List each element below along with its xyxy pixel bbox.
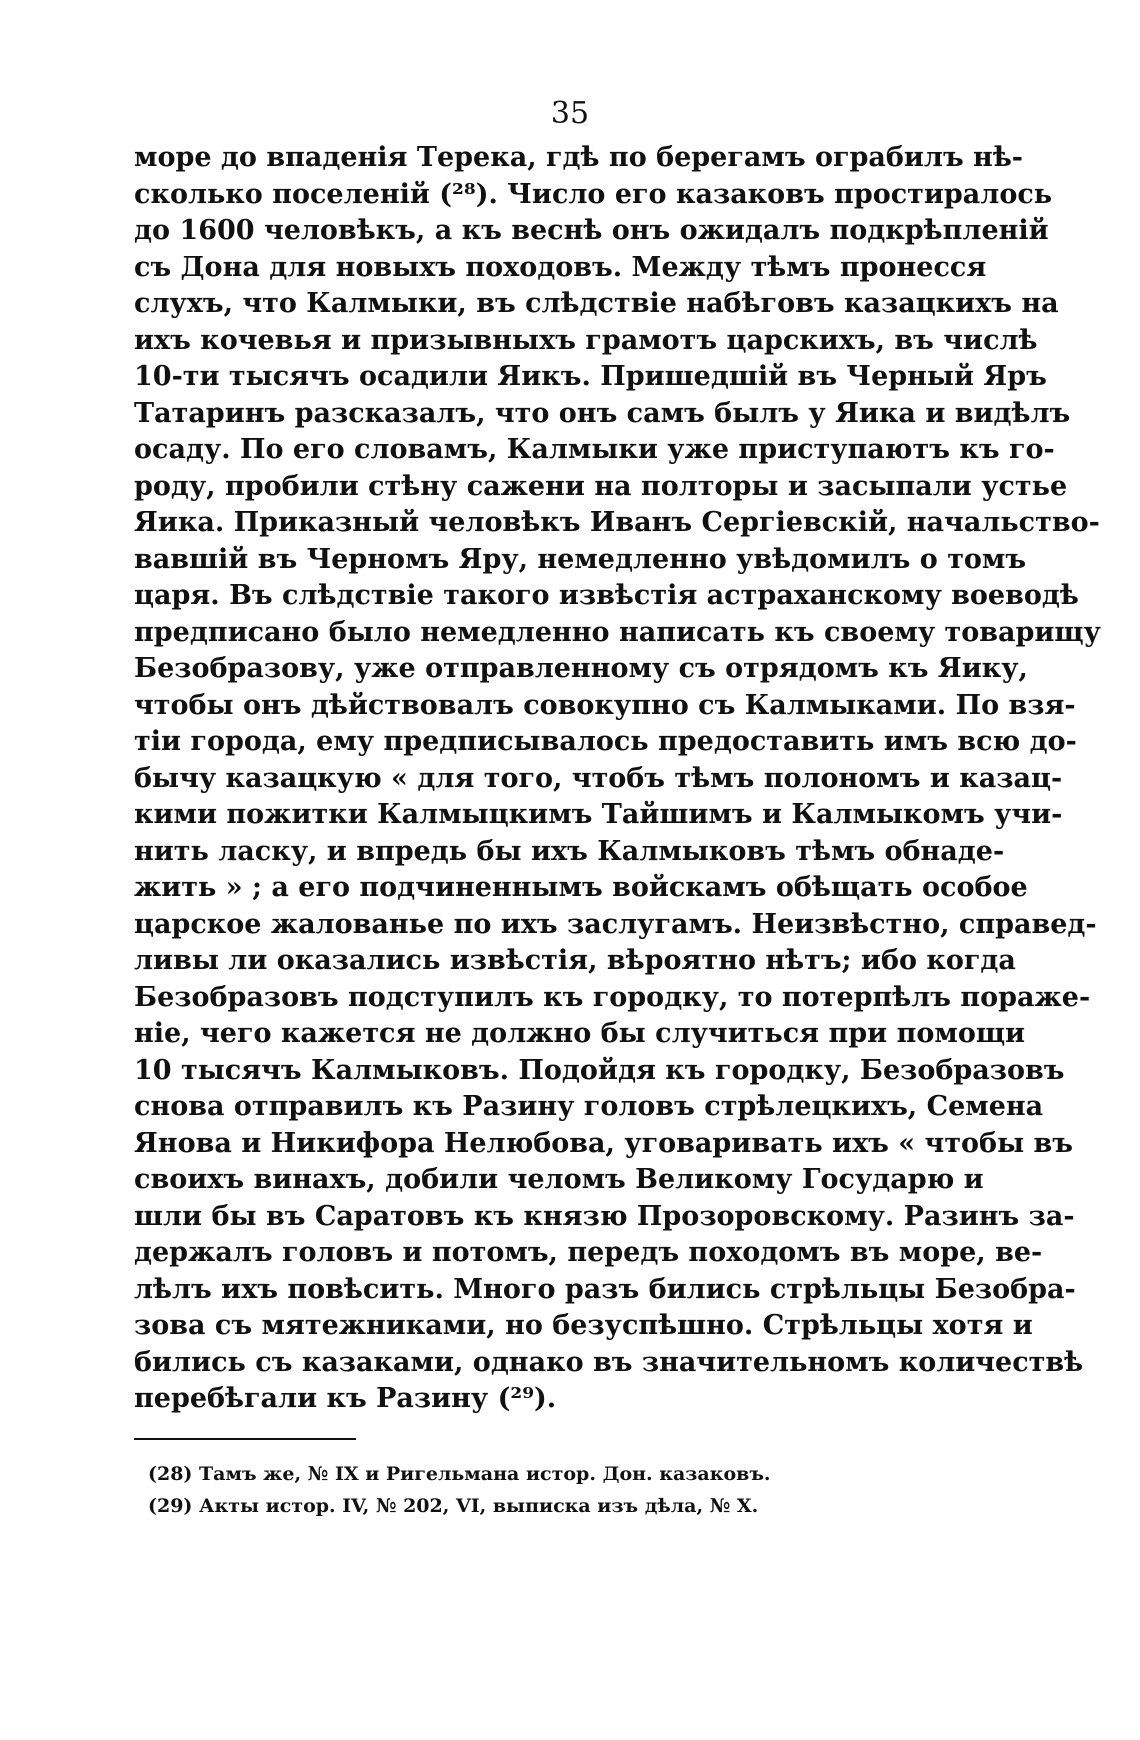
text-line: царское жалованье по ихъ заслугамъ. Неизвѣстно, справед-: [134, 908, 1097, 940]
text-line: Яика. Приказный человѣкъ Иванъ Сергіевскій, начальство-: [134, 507, 1100, 538]
text-line: тіи города, ему предписывалось предоставить имъ всю до-: [134, 726, 1077, 757]
text-line: бились съ казаками, однако въ значительномъ количествѣ: [134, 1346, 1084, 1378]
text-line: море до впаденія Терека, гдѣ по берегамъ ограбилъ нѣ-: [134, 142, 1024, 173]
footnotes: [148, 1458, 848, 1522]
text-line: держалъ головъ и потомъ, передъ походомъ въ море, ве-: [134, 1237, 1043, 1268]
body-text: [134, 140, 1101, 1418]
text-line: Татаринъ разсказалъ, что онъ самъ былъ у Яика и видѣлъ: [134, 397, 1071, 429]
text-line: до 1600 человѣкъ, а къ веснѣ онъ ожидалъ подкрѣпленій: [134, 215, 1049, 246]
text-line: съ Дона для новыхъ походовъ. Между тѣмъ пронесся: [134, 251, 987, 283]
text-line: шли бы въ Саратовъ къ князю Прозоровскому. Разинъ за-: [134, 1200, 1075, 1232]
text-line: предписано было немедленно написать къ своему товарищу: [134, 616, 1101, 648]
text-line: бычу казацкую « для того, чтобъ тѣмъ полономъ и казац-: [134, 762, 1063, 794]
text-line: Янова и Никифора Нелюбова, уговаривать ихъ « чтобы въ: [134, 1127, 1074, 1159]
text-line: снова отправилъ къ Разину головъ стрѣлецкихъ, Семена: [134, 1091, 1044, 1122]
text-line: перебѣгали къ Разину (²⁹).: [134, 1383, 557, 1414]
text-line: ихъ кочевья и призывныхъ грамотъ царскихъ, въ числѣ: [134, 324, 1038, 356]
text-line: своихъ винахъ, добили челомъ Великому Государю и: [134, 1164, 984, 1195]
text-line: роду, пробили стѣну сажени на полторы и засыпали устье: [134, 470, 1068, 502]
text-line: чтобы онъ дѣйствовалъ совокупно съ Калмыками. По взя-: [134, 689, 1076, 721]
text-line: Безобразовъ подступилъ къ городку, то потерпѣлъ пораже-: [134, 981, 1091, 1013]
text-line: царя. Въ слѣдствіе такого извѣстія астраханскому воеводѣ: [134, 580, 1079, 611]
text-line: ніе, чего кажется не должно бы случиться при помощи: [134, 1018, 1026, 1049]
text-line: осаду. По его словамъ, Калмыки уже приступаютъ къ го-: [134, 434, 1055, 465]
text-line: 10-ти тысячъ осадили Яикъ. Пришедшій въ Черный Яръ: [134, 361, 1047, 392]
text-line: жить » ; а его подчиненнымъ войскамъ обѣщать особое: [134, 872, 1028, 903]
text-line: кими пожитки Калмыцкимъ Тайшимъ и Калмыкомъ учи-: [134, 799, 1063, 830]
text-line: нить ласку, и впредь бы ихъ Калмыковъ тѣмъ обнаде-: [134, 835, 1005, 867]
text-line: зова съ мятежниками, но безуспѣшно. Стрѣльцы хотя и: [134, 1310, 1033, 1341]
footnote-28: (28) Тамъ же, № IX и Ригельмана истор. Дон. казаковъ.: [148, 1463, 771, 1485]
text-line: 10 тысячъ Калмыковъ. Подойдя къ городку, Безобразовъ: [134, 1054, 1065, 1086]
page-number: 35: [550, 96, 590, 131]
text-line: слухъ, что Калмыки, въ слѣдствіе набѣговъ казацкихъ на: [134, 288, 1059, 319]
text-line: ливы ли оказались извѣстія, вѣроятно нѣтъ; ибо когда: [134, 945, 1016, 976]
text-line: вавшій въ Черномъ Яру, немедленно увѣдомилъ о томъ: [134, 543, 1027, 575]
text-line: лѣлъ ихъ повѣсить. Много разъ бились стрѣльцы Безобра-: [134, 1273, 1076, 1305]
footnote-divider: [134, 1438, 356, 1440]
text-line: Безобразову, уже отправленному съ отрядомъ къ Яику,: [134, 653, 1028, 684]
text-line: сколько поселеній (²⁸). Число его казаковъ простиралось: [134, 178, 1053, 210]
footnote-29: (29) Акты истор. IV, № 202, VI, выписка изъ дѣла, № X.: [148, 1495, 759, 1517]
